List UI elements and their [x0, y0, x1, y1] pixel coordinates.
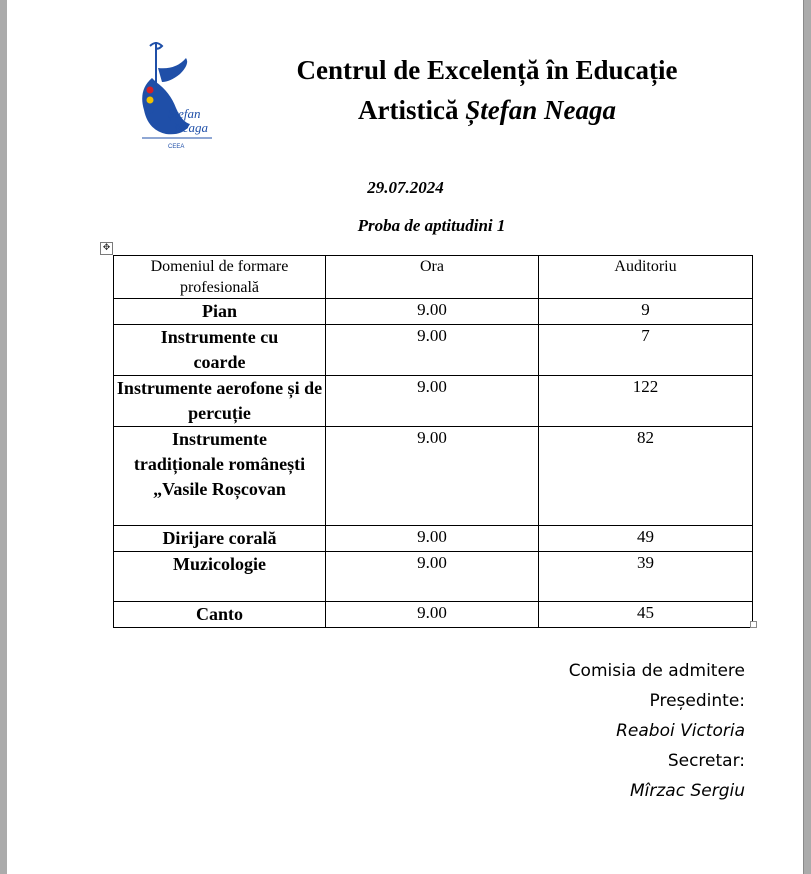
schedule-table [113, 255, 753, 628]
secretary-label: Secretar: [667, 751, 745, 771]
cell-room: 39 [539, 552, 753, 602]
title-plain: Artistică [358, 95, 459, 125]
cell-domain: Pian [114, 299, 326, 325]
cell-domain: Dirijare corală [114, 526, 326, 552]
title-line-1: Centrul de Excelență în Educație [296, 55, 678, 85]
header-time: Ora [326, 256, 539, 299]
cell-time: 9.00 [326, 602, 539, 628]
committee-label: Comisia de admitere [568, 661, 745, 681]
table-move-handle-icon[interactable]: ✥ [100, 242, 113, 255]
cell-room: 45 [539, 602, 753, 628]
secretary-name: Mîrzac Sergiu [630, 781, 745, 801]
cell-time: 9.00 [326, 552, 539, 602]
cell-room: 7 [539, 325, 753, 376]
cell-domain: Instrumente tradiționale românești „Vasile Roșcovan [114, 427, 326, 526]
logo-text-top: Ștefan [168, 106, 201, 121]
title-italic-name: Ștefan Neaga [465, 95, 616, 125]
cell-time: 9.00 [326, 376, 539, 427]
president-label: Președinte: [649, 691, 745, 711]
table-header-row [114, 256, 753, 299]
cell-domain: Muzicologie [114, 552, 326, 602]
document-date: 29.07.2024 [367, 178, 444, 197]
cell-room: 122 [539, 376, 753, 427]
cell-room: 9 [539, 299, 753, 325]
cell-time: 9.00 [326, 427, 539, 526]
cell-domain: Instrumente cu coarde [114, 325, 326, 376]
header-domain: Domeniul de formare profesională [114, 256, 326, 299]
document-title [232, 50, 742, 130]
logo-text-bottom: Neaga [174, 120, 208, 135]
cell-time: 9.00 [326, 325, 539, 376]
school-logo [128, 38, 224, 150]
cell-room: 82 [539, 427, 753, 526]
cell-domain: Instrumente aerofone și de percuție [114, 376, 326, 427]
table-row [114, 376, 753, 427]
table-row [114, 299, 753, 325]
logo-caption: CEEA [168, 144, 185, 150]
signature-block [569, 656, 745, 806]
table-row [114, 552, 753, 602]
table-row [114, 325, 753, 376]
cell-time: 9.00 [326, 299, 539, 325]
table-row [114, 526, 753, 552]
table-row [114, 602, 753, 628]
header-room: Auditoriu [539, 256, 753, 299]
table-row [114, 427, 753, 526]
title-line-2 [232, 90, 742, 130]
cell-time: 9.00 [326, 526, 539, 552]
exam-subtitle: Proba de aptitudini 1 [357, 216, 506, 235]
president-name: Reaboi Victoria [616, 721, 745, 741]
cell-domain: Canto [114, 602, 326, 628]
cell-room: 49 [539, 526, 753, 552]
table-resize-handle[interactable] [750, 621, 757, 628]
